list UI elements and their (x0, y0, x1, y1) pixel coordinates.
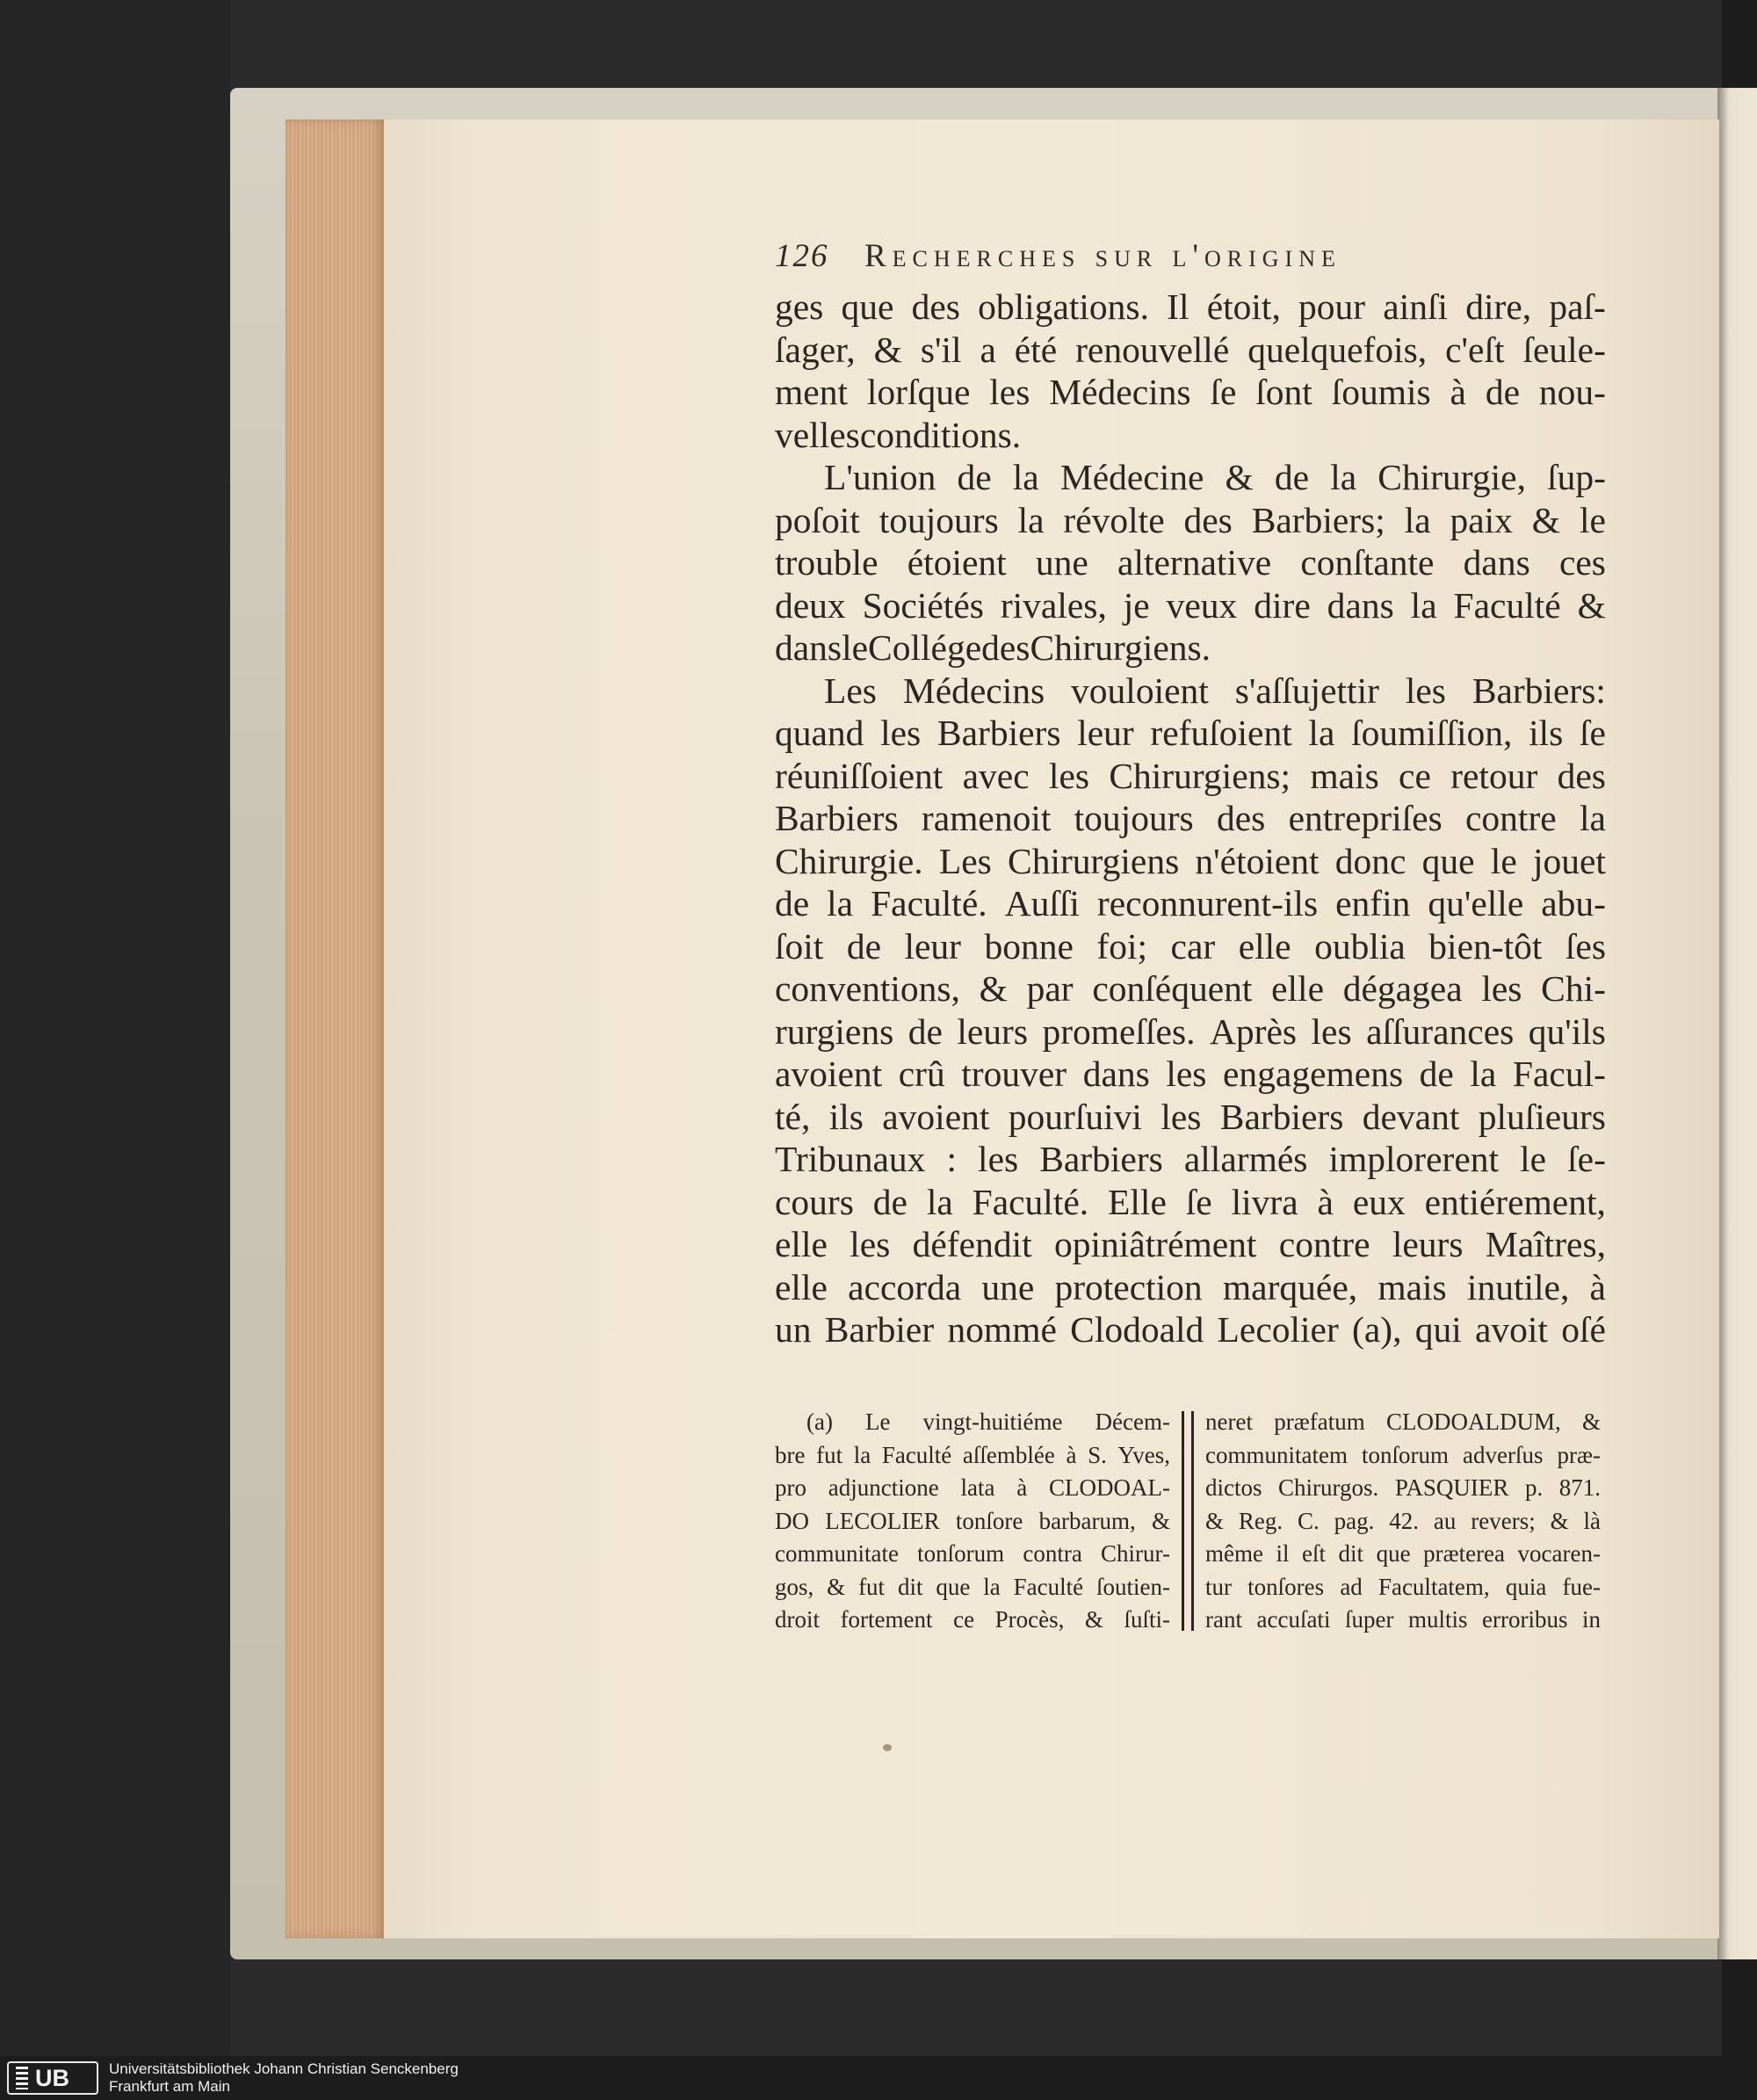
logo-text: UB (35, 2064, 69, 2091)
footnote-left-line: droit fortement ce Procès, & ſuſti- (775, 1606, 1170, 1633)
library-logo[interactable] (7, 2061, 98, 2095)
body-lines-line: Les Médecins vouloient s'aſſujettir les Barbiers: (824, 670, 1606, 711)
footer-institution-line1: Universitätsbibliothek Johann Christian Senckenberg (109, 2060, 459, 2077)
body-lines-line: Barbiers ramenoit toujours des entrepriſes contre la (775, 798, 1606, 838)
footnotes (775, 1406, 1606, 1634)
background-left (0, 0, 230, 2056)
body-lines-line: ges que des obligations. Il étoit, pour ainſi dire, paſ- (775, 286, 1606, 327)
body-lines-line: conventions, & par conſéquent elle dégagea les Chi- (775, 968, 1606, 1009)
body-lines-line: réuniſſoient avec les Chirurgiens; mais ce retour des (775, 755, 1606, 796)
footnote-right-line: tur tonſores ad Facultatem, quia fue- (1205, 1573, 1601, 1600)
footnote-left-line: gos, & fut dit que la Faculté ſoutien- (775, 1573, 1170, 1600)
body-lines-line: dans le Collége des Chirurgiens. (775, 627, 1211, 668)
body-lines-line: té, ils avoient pourſuivi les Barbiers devant pluſieurs (775, 1096, 1606, 1137)
body-lines-line: cours de la Faculté. Elle ſe livra à eux entiérement, (775, 1181, 1606, 1222)
footnote-right-line: & Reg. C. pag. 42. au revers; & là (1205, 1507, 1601, 1534)
body-lines-line: Tribunaux : les Barbiers allarmés implorerent le ſe- (775, 1139, 1606, 1179)
footnote-right-line: dictos Chirurgos. PASQUIER p. 871. (1205, 1474, 1601, 1501)
page-stain (883, 1744, 892, 1751)
body-lines-line: velles conditions. (775, 414, 1022, 455)
body-lines-line: de la Faculté. Auſſi reconnurent-ils enfin qu'elle abu- (775, 883, 1606, 923)
footnote-right-line: même il eſt dit que præterea vocaren- (1205, 1540, 1601, 1567)
body-lines-line: L'union de la Médecine & de la Chirurgie, ſup- (824, 457, 1606, 497)
footer-bar (0, 2056, 1757, 2100)
body-lines-line: rurgiens de leurs promeſſes. Après les aſſurances qu'ils (775, 1010, 1606, 1052)
body-lines-line: trouble étoient une alternative conſtante dans ces (775, 542, 1606, 583)
footnote-column-rule (1182, 1411, 1194, 1631)
footnote-left-line: (a) Le vingt-huitiéme Décem- (806, 1408, 1170, 1435)
logo-mark-icon (16, 2067, 28, 2089)
footnote-left-line: bre fut la Faculté aſſemblée à S. Yves, (775, 1441, 1170, 1468)
footnote-left-line: DO LECOLIER tonſore barbarum, & (775, 1507, 1170, 1534)
adjoining-page-edge (1717, 88, 1757, 1959)
body-lines-line: Chirurgie. Les Chirurgiens n'étoient donc que le jouet (775, 840, 1606, 881)
body-lines-line: elle accorda une protection marquée, mais inutile, à (775, 1266, 1606, 1307)
footnote-left-line: communitate tonſorum contra Chirur- (775, 1540, 1170, 1567)
main-text (775, 286, 1606, 1351)
body-lines-line: poſoit toujours la révolte des Barbiers; la paix & le (775, 499, 1606, 540)
footnote-right-line: communitatem tonſorum adverſus præ- (1205, 1441, 1601, 1468)
footnote-column-right (1205, 1406, 1601, 1637)
body-lines-line: deux Sociétés rivales, je veux dire dans la Faculté & (775, 584, 1606, 626)
running-title: Recherches sur l'origine (864, 238, 1341, 274)
footnote-right-line: rant accuſati ſuper multis erroribus in (1205, 1606, 1601, 1633)
body-lines-line: avoient crû trouver dans les engagemens de la Facul- (775, 1054, 1606, 1094)
body-lines-line: ſoit de leur bonne foi; car elle oublia bien-tôt ſes (775, 925, 1606, 967)
body-lines-line: ment lorſque les Médecins ſe ſont ſoumis à de nou- (775, 372, 1606, 412)
body-lines-line: un Barbier nommé Clodoald Lecolier (a), qui avoit oſé (775, 1309, 1606, 1350)
footer-credit (109, 2060, 459, 2096)
footnote-column-left (775, 1406, 1170, 1637)
footnote-left-line: pro adjunctione lata à CLODOAL- (775, 1474, 1170, 1501)
body-lines-line: ſager, & s'il a été renouvellé quelquefois, c'eſt ſeule- (775, 329, 1606, 370)
page-edges (286, 119, 384, 1938)
footer-institution-line2: Frankfurt am Main (109, 2078, 230, 2095)
footnote-right-line: neret præfatum CLODOALDUM, & (1205, 1408, 1601, 1435)
body-lines-line: elle les défendit opiniâtrément contre leurs Maîtres, (775, 1224, 1606, 1264)
page-number: 126 (775, 238, 829, 274)
body-lines-line: quand les Barbiers leur refuſoient la ſoumiſſion, ils ſe (775, 713, 1606, 753)
